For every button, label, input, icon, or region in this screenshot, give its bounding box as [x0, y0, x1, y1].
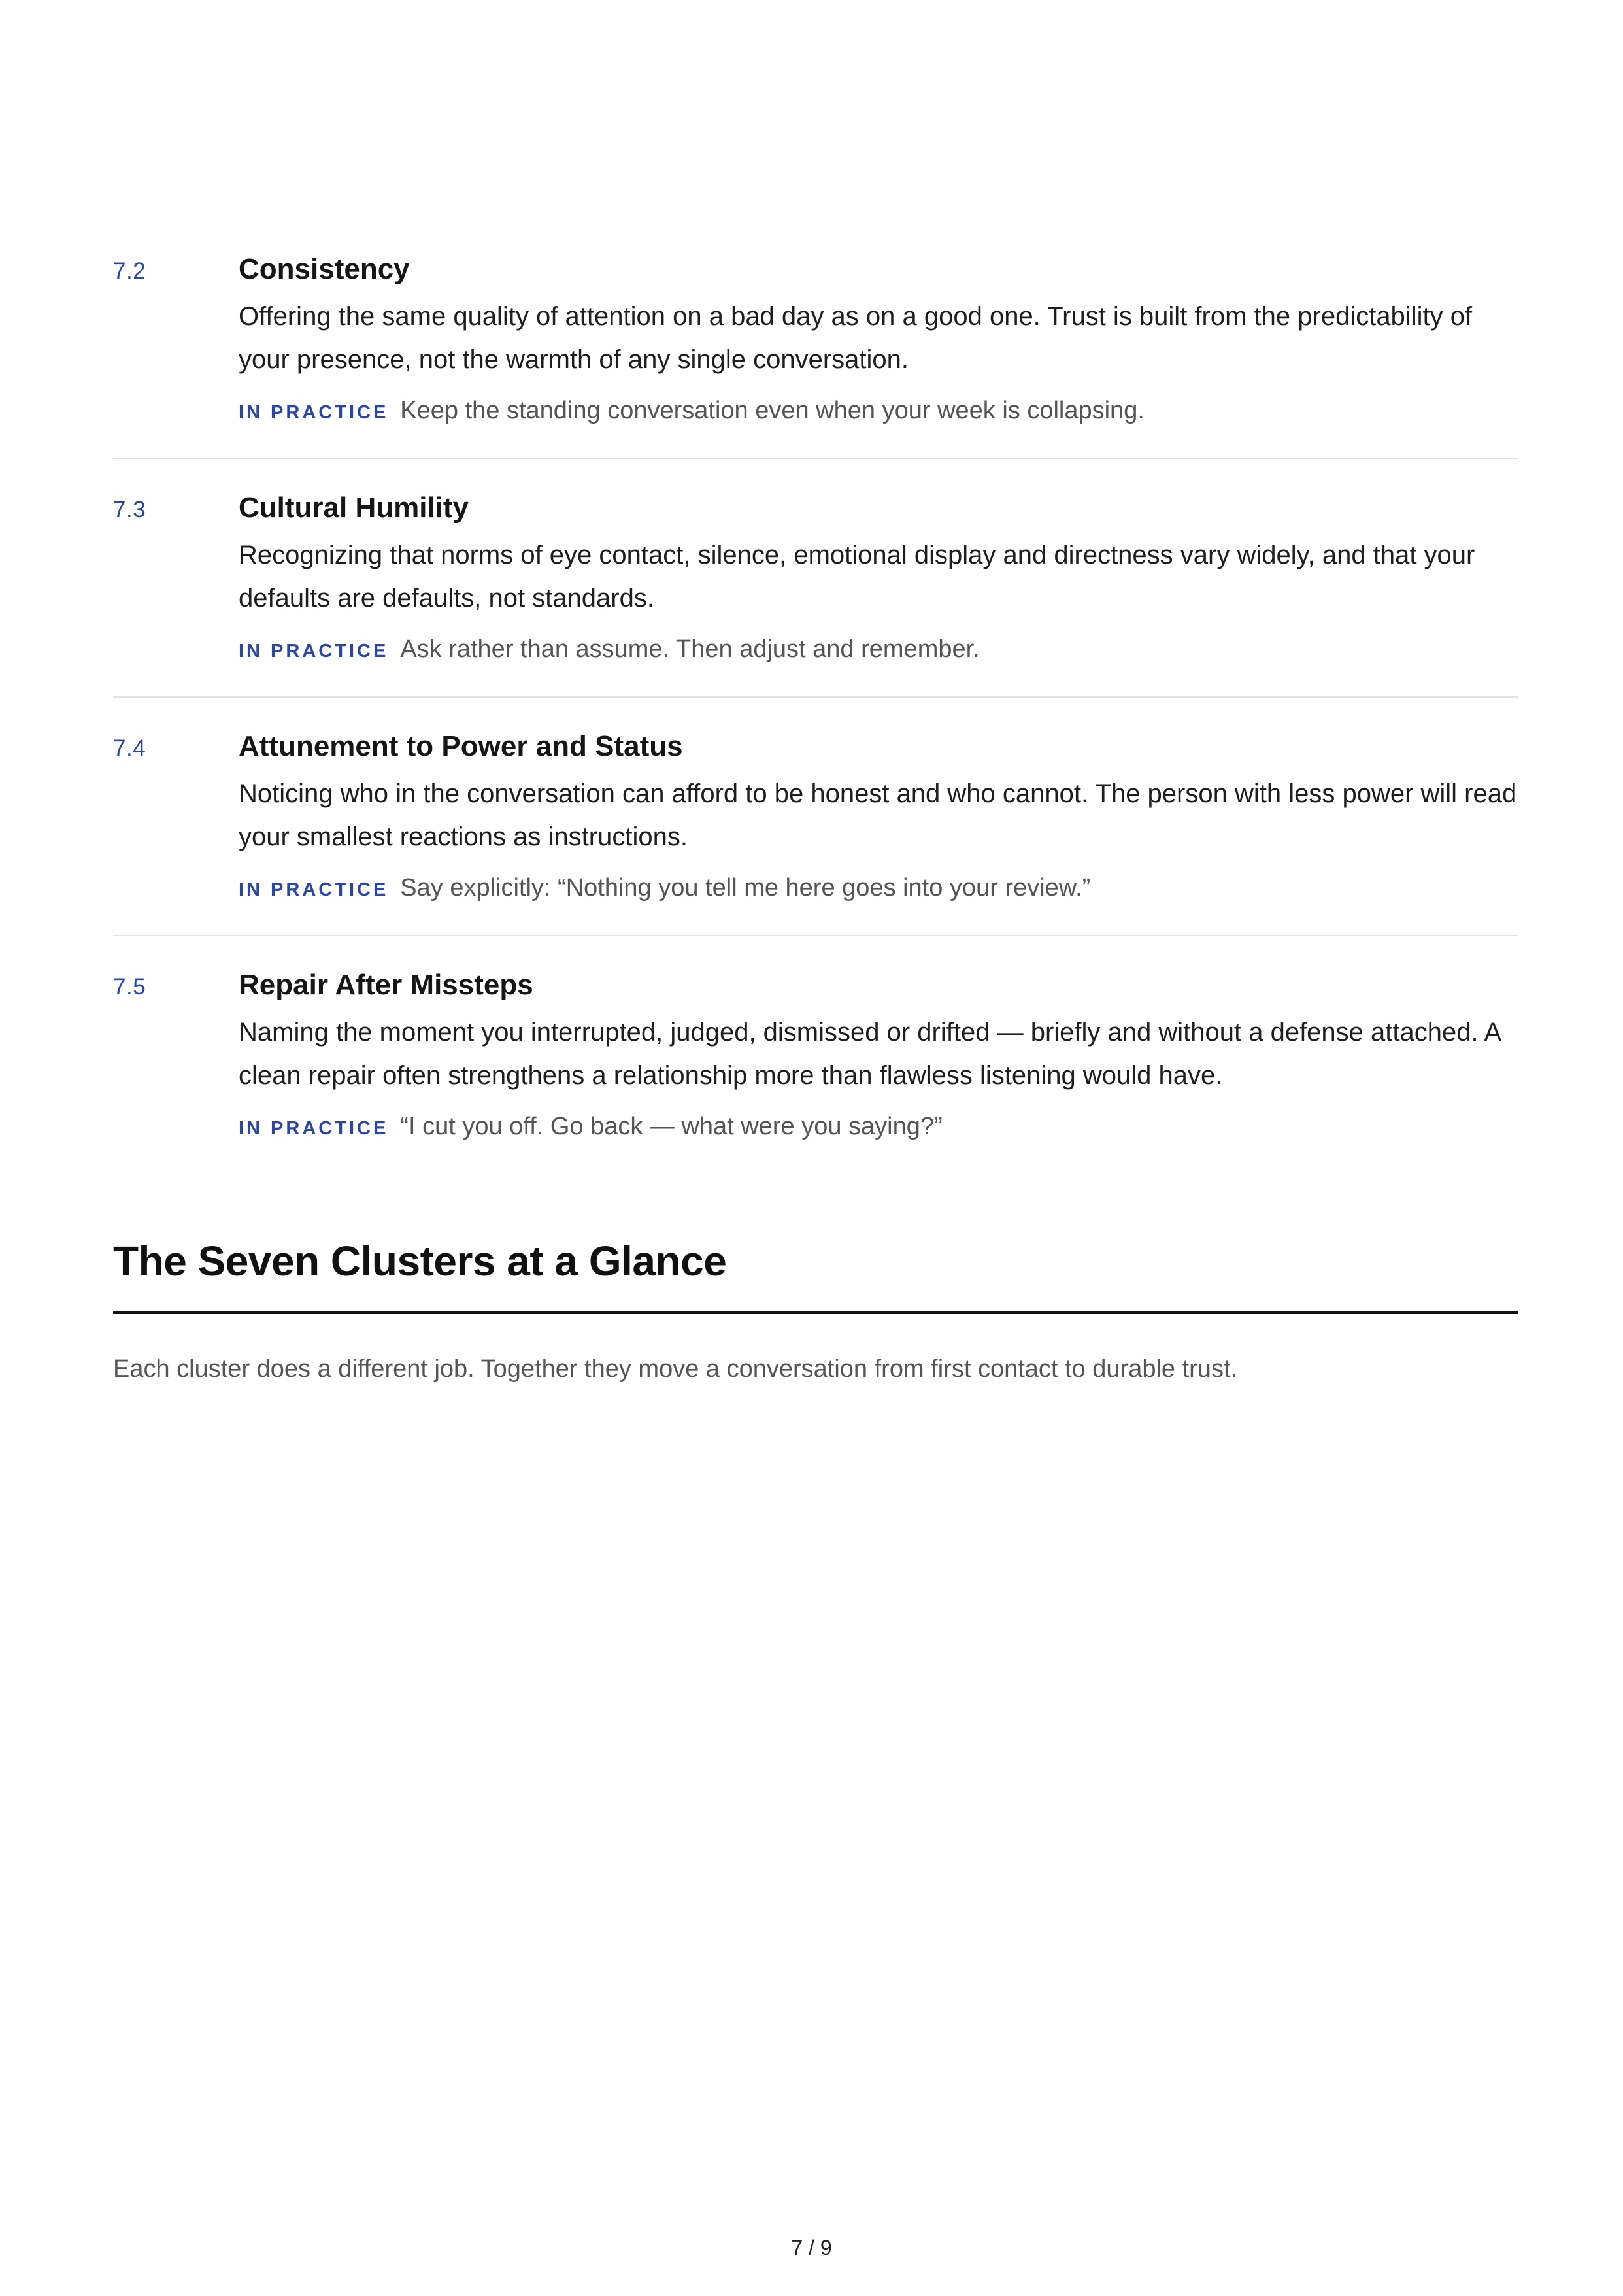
document-page: [113, 245, 1518, 1415]
practice-line: [239, 866, 1518, 911]
practice-label: IN PRACTICE: [239, 402, 389, 423]
page-indicator: 7 / 9: [791, 2236, 832, 2259]
entry-title: Consistency: [239, 253, 410, 285]
entry-number: 7.2: [113, 258, 146, 284]
practice-label: IN PRACTICE: [239, 641, 389, 662]
practice-label: IN PRACTICE: [239, 1118, 389, 1139]
entry-body: [239, 724, 1518, 911]
entry-divider: [113, 458, 1518, 459]
entry-cultural-humility: [113, 484, 1518, 673]
entry-number: 7.3: [113, 497, 146, 522]
practice-line: [239, 1105, 1518, 1150]
entry-title: Cultural Humility: [239, 492, 469, 524]
practice-text: “I cut you off. Go back — what were you saying?”: [400, 1113, 943, 1140]
practice-text: Keep the standing conversation even when your week is collapsing.: [400, 397, 1145, 424]
entry-number: 7.4: [113, 735, 146, 761]
entry-divider: [113, 696, 1518, 698]
section-title: The Seven Clusters at a Glance: [113, 1238, 727, 1285]
section-rule: [113, 1311, 1518, 1314]
section-intro: Each cluster does a different job. Together they move a conversation from first contact to durable trust.: [113, 1355, 1238, 1383]
practice-text: Say explicitly: “Nothing you tell me here goes into your review.”: [400, 874, 1091, 902]
entry-number: 7.5: [113, 974, 146, 1000]
entry-divider: [113, 935, 1518, 936]
practice-line: [239, 389, 1518, 434]
entry-body: [239, 962, 1518, 1150]
entry-title: Attunement to Power and Status: [239, 730, 683, 762]
practice-label: IN PRACTICE: [239, 879, 389, 900]
entry-repair-after-missteps: [113, 961, 1518, 1150]
entry-attunement-power-status: [113, 722, 1518, 911]
practice-line: [239, 628, 1518, 673]
entry-body: [239, 485, 1518, 673]
entry-description: Offering the same quality of attention on a bad day as on a good one. Trust is built from the predictability of your presence, not the warmth of any single conversation.: [239, 302, 1473, 374]
entry-consistency: [113, 245, 1518, 434]
entry-description: Noticing who in the conversation can afford to be honest and who cannot. The person with less power will read your smallest reactions as instructions.: [239, 779, 1517, 851]
entry-body: [239, 246, 1518, 434]
entry-description: Naming the moment you interrupted, judged, dismissed or drifted — briefly and without a defense attached. A clean repair often strengthens a relationship more than flawless listening would have.: [239, 1018, 1500, 1090]
entry-title: Repair After Missteps: [239, 969, 533, 1001]
entry-description: Recognizing that norms of eye contact, silence, emotional display and directness vary widely, and that your defaults are defaults, not standards.: [239, 541, 1475, 613]
practice-text: Ask rather than assume. Then adjust and remember.: [400, 635, 980, 663]
